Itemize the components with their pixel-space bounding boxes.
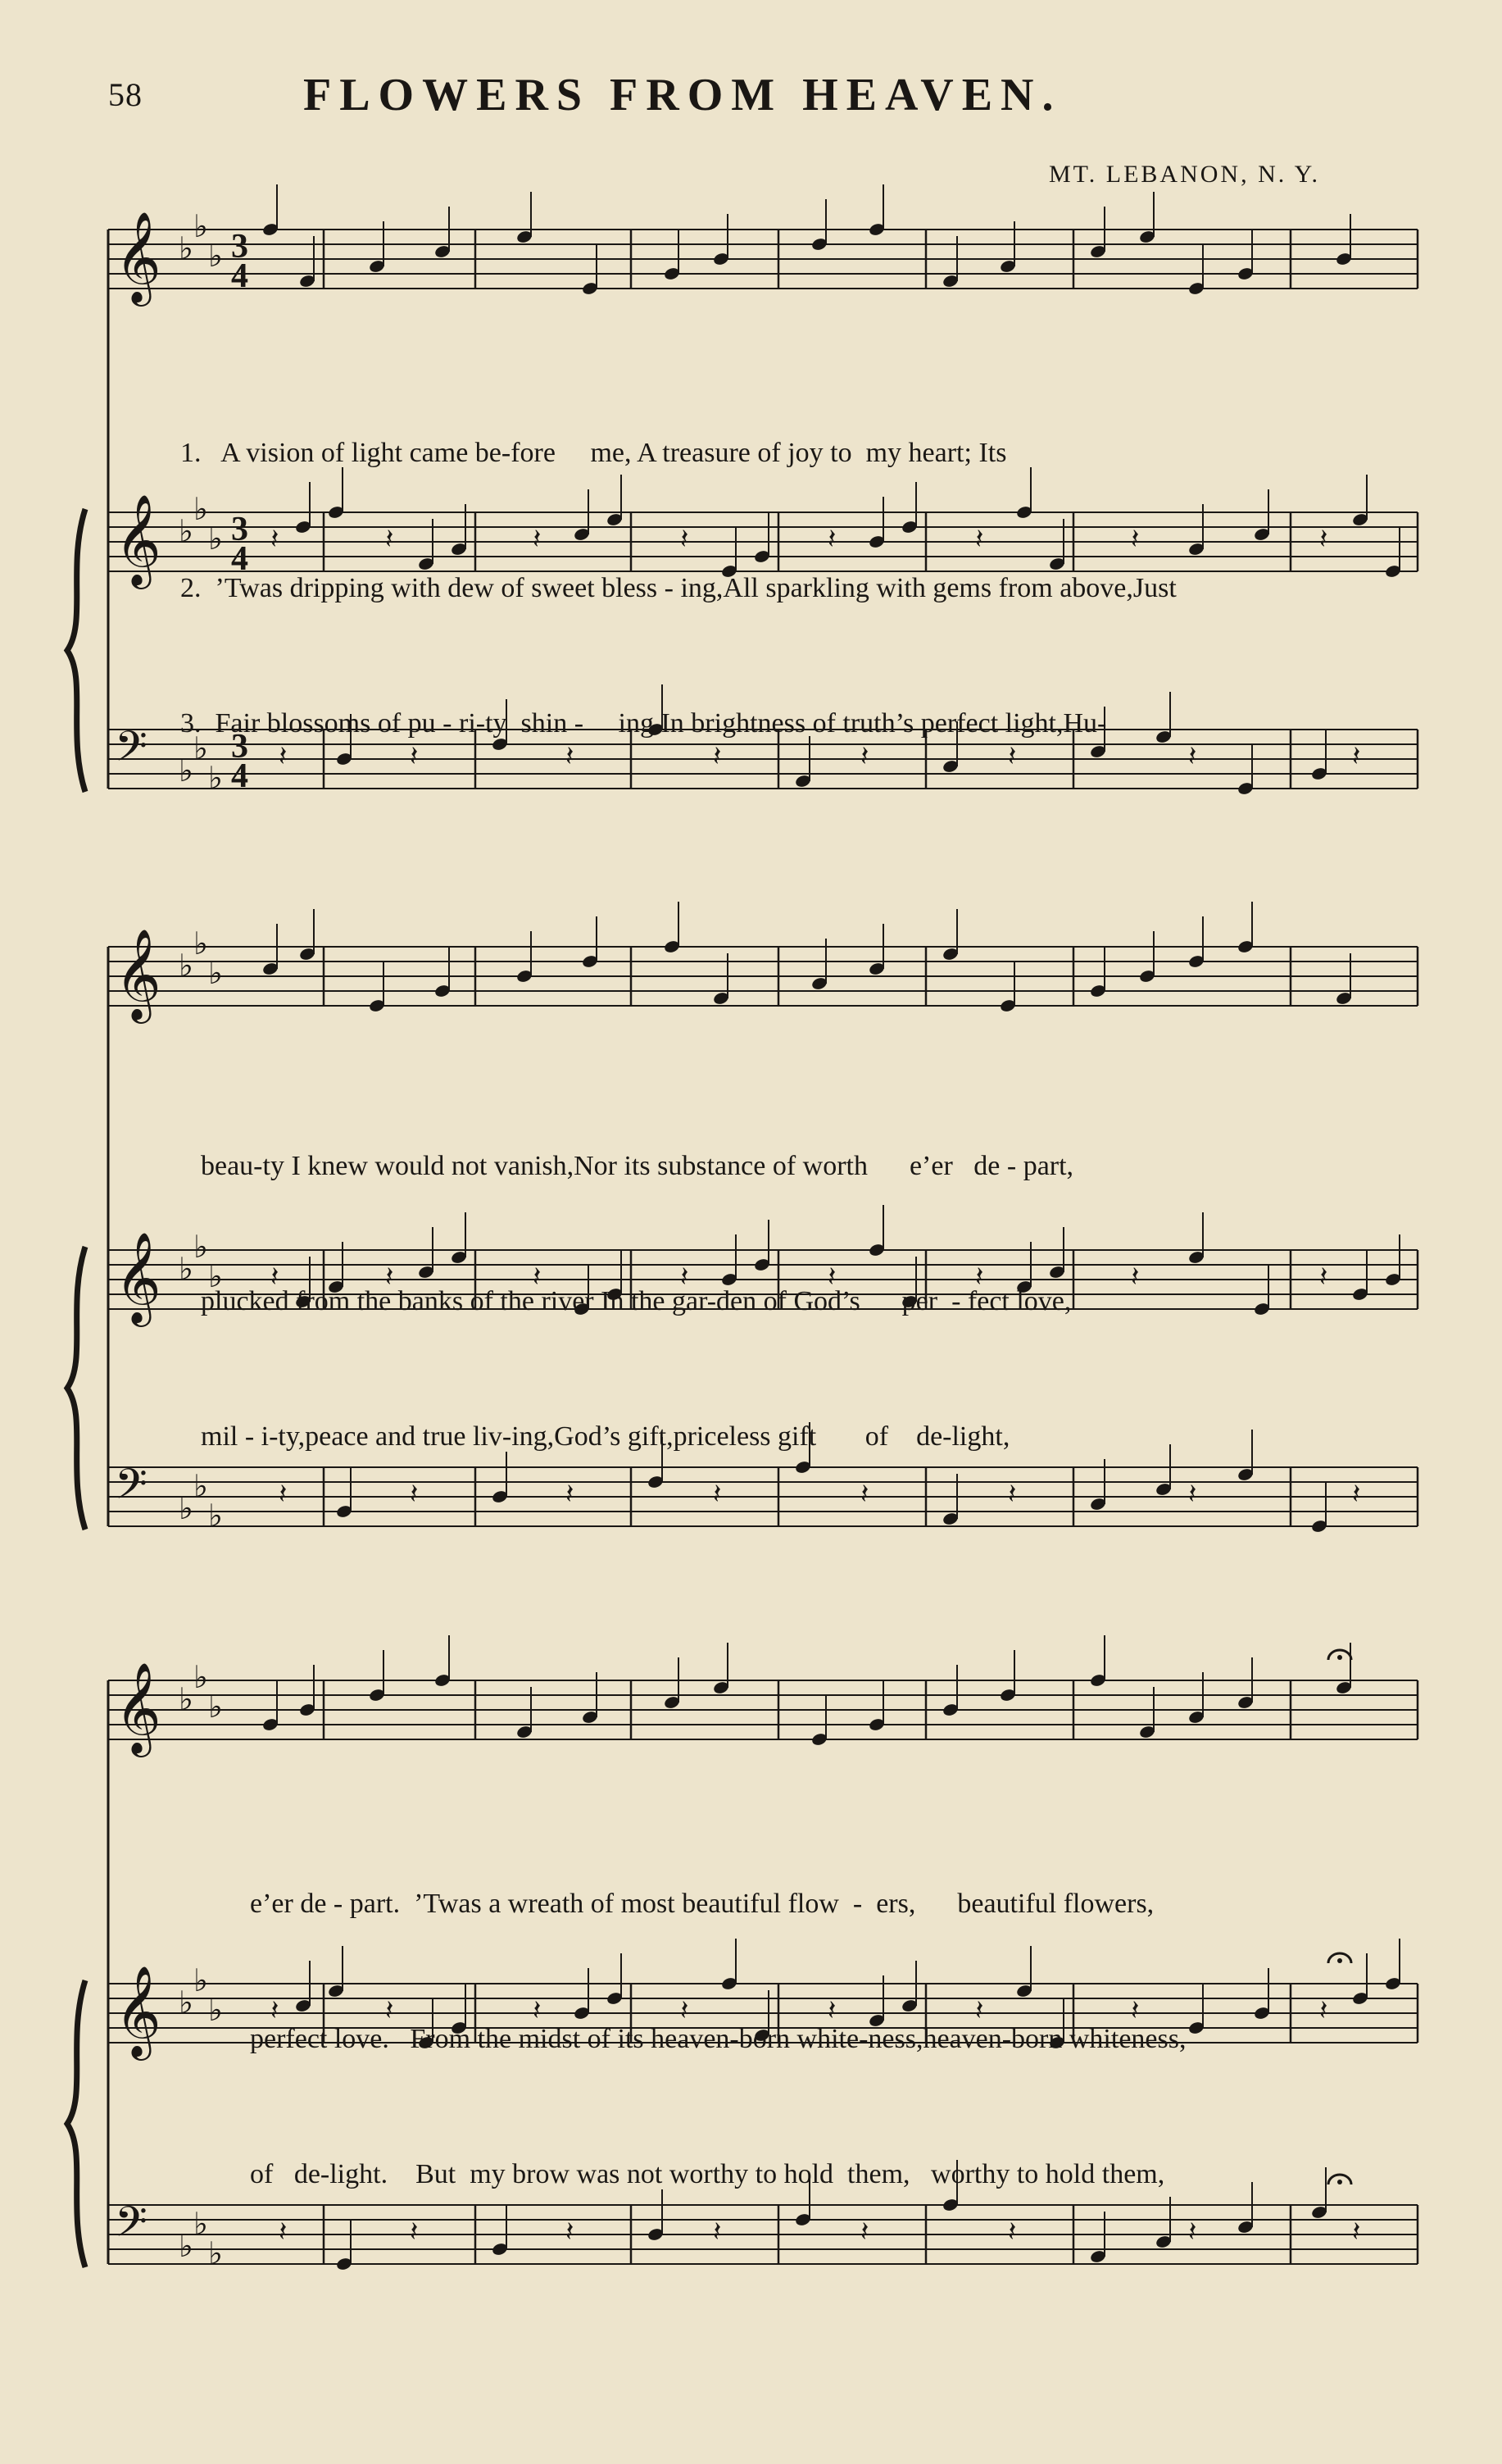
rest-symbol: 𝄽 [975, 1261, 984, 1293]
verse-2-line: 2. ’Twas dripping with dew of sweet bless - ing,All sparkling with gems from above,Just [180, 573, 1177, 603]
time-signature-bottom: 4 [231, 757, 248, 795]
flat-sign: ♭ [208, 1258, 223, 1294]
flat-sign: ♭ [193, 1962, 208, 1998]
rest-symbol: 𝄽 [680, 523, 689, 556]
time-signature-top: 3 [231, 511, 248, 548]
fermata-dot [1337, 1958, 1342, 1963]
rest-symbol: 𝄽 [680, 1261, 689, 1293]
verse-1-line: e’er de - part. ’Twas a wreath of most beautiful flow - ers, beautiful flowers, [250, 1889, 1155, 1919]
rest-symbol: 𝄽 [1319, 1994, 1328, 2027]
rest-symbol: 𝄽 [270, 523, 279, 556]
rest-symbol: 𝄽 [1131, 1994, 1140, 2027]
treble-clef: 𝄞 [115, 211, 161, 302]
flat-sign: ♭ [179, 1681, 193, 1717]
rest-symbol: 𝄽 [1319, 523, 1328, 556]
verse-3-line: of de-light. But my brow was not worthy to hold them, worthy to hold them, [250, 2159, 1165, 2189]
rest-symbol: 𝄽 [1188, 740, 1197, 773]
rest-symbol: 𝄽 [828, 523, 837, 556]
rest-symbol: 𝄽 [385, 1261, 394, 1293]
rest-symbol: 𝄽 [713, 2216, 722, 2248]
rest-symbol: 𝄽 [1008, 740, 1017, 773]
rest-symbol: 𝄽 [565, 2216, 574, 2248]
treble-clef: 𝄞 [115, 928, 161, 1020]
rest-symbol: 𝄽 [1188, 1478, 1197, 1511]
page-number: 58 [108, 76, 143, 113]
flat-sign: ♭ [179, 948, 193, 984]
song-title: FLOWERS FROM HEAVEN. [303, 70, 1062, 120]
verse-3-line: mil - i-ty,peace and true liv-ing,God’s gift,priceless gift of de-light, [201, 1421, 1010, 1452]
lyrics-system-1 [180, 340, 1177, 791]
song-origin: MT. LEBANON, N. Y. [1049, 161, 1320, 188]
fermata-dot [1337, 1655, 1342, 1660]
verse-3-line: 3. Fair blossoms of pu - ri-ty shin - ing In brightness of truth’s perfect light,Hu- [180, 708, 1107, 739]
flat-sign: ♭ [193, 491, 208, 527]
rest-symbol: 𝄽 [680, 1994, 689, 2027]
flat-sign: ♭ [208, 1498, 223, 1534]
rest-symbol: 𝄽 [410, 740, 419, 773]
flat-sign: ♭ [208, 238, 223, 274]
flat-sign: ♭ [179, 2228, 193, 2264]
flat-sign: ♭ [179, 230, 193, 266]
rest-symbol: 𝄽 [410, 2216, 419, 2248]
lyrics-system-3 [250, 1791, 1186, 2242]
rest-symbol: 𝄽 [860, 1478, 869, 1511]
flat-sign: ♭ [193, 730, 208, 766]
rest-symbol: 𝄽 [713, 1478, 722, 1511]
flat-sign: ♭ [179, 1490, 193, 1526]
flat-sign: ♭ [179, 1251, 193, 1287]
rest-symbol: 𝄽 [975, 1994, 984, 2027]
verse-2-line: perfect love. From the midst of its heaven-born white-ness,heaven-born whiteness, [250, 2024, 1187, 2054]
flat-sign: ♭ [208, 2235, 223, 2271]
rest-symbol: 𝄽 [385, 1994, 394, 2027]
piano-brace [67, 1980, 85, 2267]
treble-clef: 𝄞 [115, 1231, 161, 1323]
verse-1-line: 1. A vision of light came be-fore me, A treasure of joy to my heart; Its [180, 438, 1007, 468]
rest-symbol: 𝄽 [975, 523, 984, 556]
flat-sign: ♭ [208, 521, 223, 557]
rest-symbol: 𝄽 [1131, 1261, 1140, 1293]
time-signature-top: 3 [231, 228, 248, 266]
rest-symbol: 𝄽 [1352, 2216, 1361, 2248]
rest-symbol: 𝄽 [410, 1478, 419, 1511]
rest-symbol: 𝄽 [1352, 1478, 1361, 1511]
rest-symbol: 𝄽 [279, 1478, 288, 1511]
rest-symbol: 𝄽 [270, 1994, 279, 2027]
fermata-dot [1337, 2180, 1342, 2184]
bass-clef: 𝄢 [115, 1459, 147, 1519]
treble-clef: 𝄞 [115, 1965, 161, 2057]
bass-clef: 𝄢 [115, 721, 147, 781]
time-signature-bottom: 4 [231, 257, 248, 295]
rest-symbol: 𝄽 [1008, 1478, 1017, 1511]
rest-symbol: 𝄽 [385, 523, 394, 556]
flat-sign: ♭ [179, 752, 193, 789]
rest-symbol: 𝄽 [533, 1261, 542, 1293]
rest-symbol: 𝄽 [828, 1994, 837, 2027]
flat-sign: ♭ [208, 1689, 223, 1725]
rest-symbol: 𝄽 [1008, 2216, 1017, 2248]
flat-sign: ♭ [179, 513, 193, 549]
rest-symbol: 𝄽 [533, 1994, 542, 2027]
rest-symbol: 𝄽 [1319, 1261, 1328, 1293]
flat-sign: ♭ [208, 1992, 223, 2028]
flat-sign: ♭ [179, 1984, 193, 2021]
flat-sign: ♭ [193, 1659, 208, 1695]
flat-sign: ♭ [193, 2206, 208, 2242]
flat-sign: ♭ [193, 1229, 208, 1265]
time-signature-bottom: 4 [231, 540, 248, 578]
rest-symbol: 𝄽 [270, 1261, 279, 1293]
rest-symbol: 𝄽 [565, 1478, 574, 1511]
rest-symbol: 𝄽 [860, 740, 869, 773]
lyrics-system-2 [201, 1053, 1073, 1504]
rest-symbol: 𝄽 [1188, 2216, 1197, 2248]
flat-sign: ♭ [193, 1468, 208, 1504]
flat-sign: ♭ [208, 760, 223, 796]
treble-clef: 𝄞 [115, 1662, 161, 1753]
rest-symbol: 𝄽 [279, 740, 288, 773]
verse-2-line: plucked from the banks of the river In the gar-den of God’s per - fect love, [201, 1286, 1072, 1316]
flat-sign: ♭ [193, 208, 208, 244]
rest-symbol: 𝄽 [713, 740, 722, 773]
flat-sign: ♭ [193, 925, 208, 962]
flat-sign: ♭ [208, 955, 223, 991]
rest-symbol: 𝄽 [1131, 523, 1140, 556]
rest-symbol: 𝄽 [1352, 740, 1361, 773]
treble-clef: 𝄞 [115, 493, 161, 585]
rest-symbol: 𝄽 [860, 2216, 869, 2248]
verse-1-line: beau-ty I knew would not vanish,Nor its substance of worth e’er de - part, [201, 1151, 1074, 1181]
time-signature-top: 3 [231, 728, 248, 766]
piano-brace [67, 1247, 85, 1530]
piano-brace [67, 509, 85, 792]
bass-clef: 𝄢 [115, 2197, 147, 2257]
rest-symbol: 𝄽 [279, 2216, 288, 2248]
rest-symbol: 𝄽 [533, 523, 542, 556]
rest-symbol: 𝄽 [565, 740, 574, 773]
rest-symbol: 𝄽 [828, 1261, 837, 1293]
